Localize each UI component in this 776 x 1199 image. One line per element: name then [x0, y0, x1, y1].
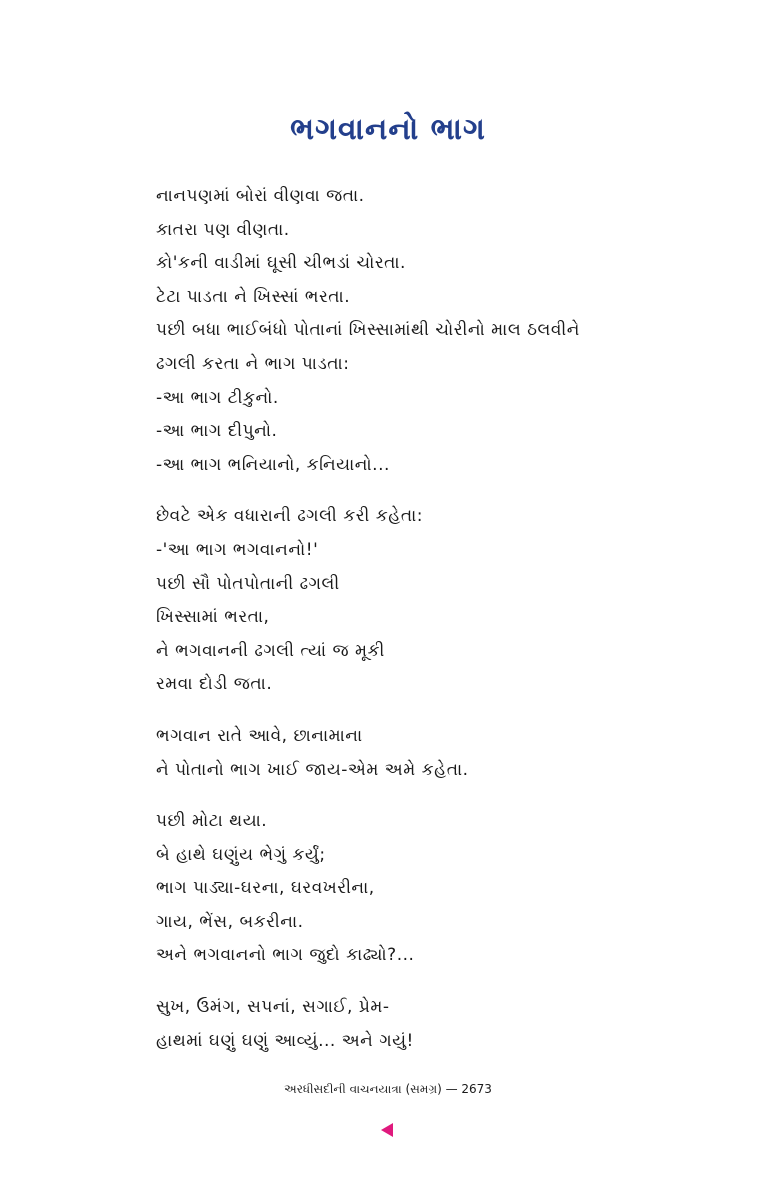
poem-line: -આ ભાગ દીપુનો. — [156, 421, 278, 442]
poem-line: ટેટા પાડતા ને ખિસ્સાં ભરતા. — [156, 286, 351, 307]
poem-line: છેવટે એક વધારાની ઢગલી કરી કહેતા: — [156, 506, 423, 527]
stanza — [156, 805, 716, 973]
poem-line: -આ ભાગ ટીકુનો. — [156, 387, 279, 408]
poem-line: ને પોતાનો ભાગ ખાઈ જાય-એમ અમે કહેતા. — [156, 759, 469, 780]
left-triangle-icon[interactable] — [381, 1123, 393, 1137]
stanza — [156, 991, 716, 1058]
poem-line: હાથમાં ઘણું ઘણું આવ્યું... અને ગયું! — [156, 1030, 414, 1051]
poem-line: ને ભગવાનની ઢગલી ત્યાં જ મૂકી — [156, 640, 385, 661]
poem-line: નાનપણમાં બોરાં વીણવા જતા. — [156, 186, 365, 206]
stanza — [156, 720, 716, 787]
poem-line: પછી મોટા થયા. — [156, 811, 268, 832]
poem-line: ભાગ પાડ્યા-ઘરના, ઘરવખરીના, — [156, 878, 375, 899]
page-footer: અરધીસદીની વાચનયાત્રા (સમગ્ર) — 2673 — [284, 1082, 492, 1096]
poem-line: ગાય, ભેંસ, બકરીના. — [156, 911, 304, 932]
poem-line: -'આ ભાગ ભગવાનનો!' — [156, 539, 319, 560]
poem-body — [156, 180, 716, 1076]
poem-line: કાતરા પણ વીણતા. — [156, 219, 290, 240]
poem-line: -આ ભાગ ભનિયાનો, કનિયાનો... — [156, 454, 390, 475]
poem-line: પછી બધા ભાઈબંધો પોતાનાં ખિસ્સામાંથી ચોરીનો માલ ઠલવીને — [156, 320, 580, 341]
poem-line: ઢગલી કરતા ને ભાગ પાડતા: — [156, 353, 350, 374]
poem-line: પછી સૌ પોતપોતાની ઢગલી — [156, 573, 340, 594]
stanza — [156, 180, 716, 482]
poem-title: ભગવાનનો ભાગ — [290, 112, 486, 147]
poem-line: અને ભગવાનનો ભાગ જુદો કાઢ્યો?... — [156, 945, 415, 966]
poem-line: રમવા દોડી જતા. — [156, 674, 273, 695]
poem-line: ખિસ્સામાં ભરતા, — [156, 607, 270, 628]
poem-line: ભગવાન રાતે આવે, છાનામાના — [156, 725, 363, 746]
poem-line: સુખ, ઉમંગ, સપનાં, સગાઈ, પ્રેમ- — [156, 997, 390, 1018]
stanza — [156, 500, 716, 702]
poem-line: બે હાથે ઘણુંય ભેગું કર્યું; — [156, 844, 326, 865]
poem-line: કો'કની વાડીમાં ઘૂસી ચીભડાં ચોરતા. — [156, 253, 406, 274]
